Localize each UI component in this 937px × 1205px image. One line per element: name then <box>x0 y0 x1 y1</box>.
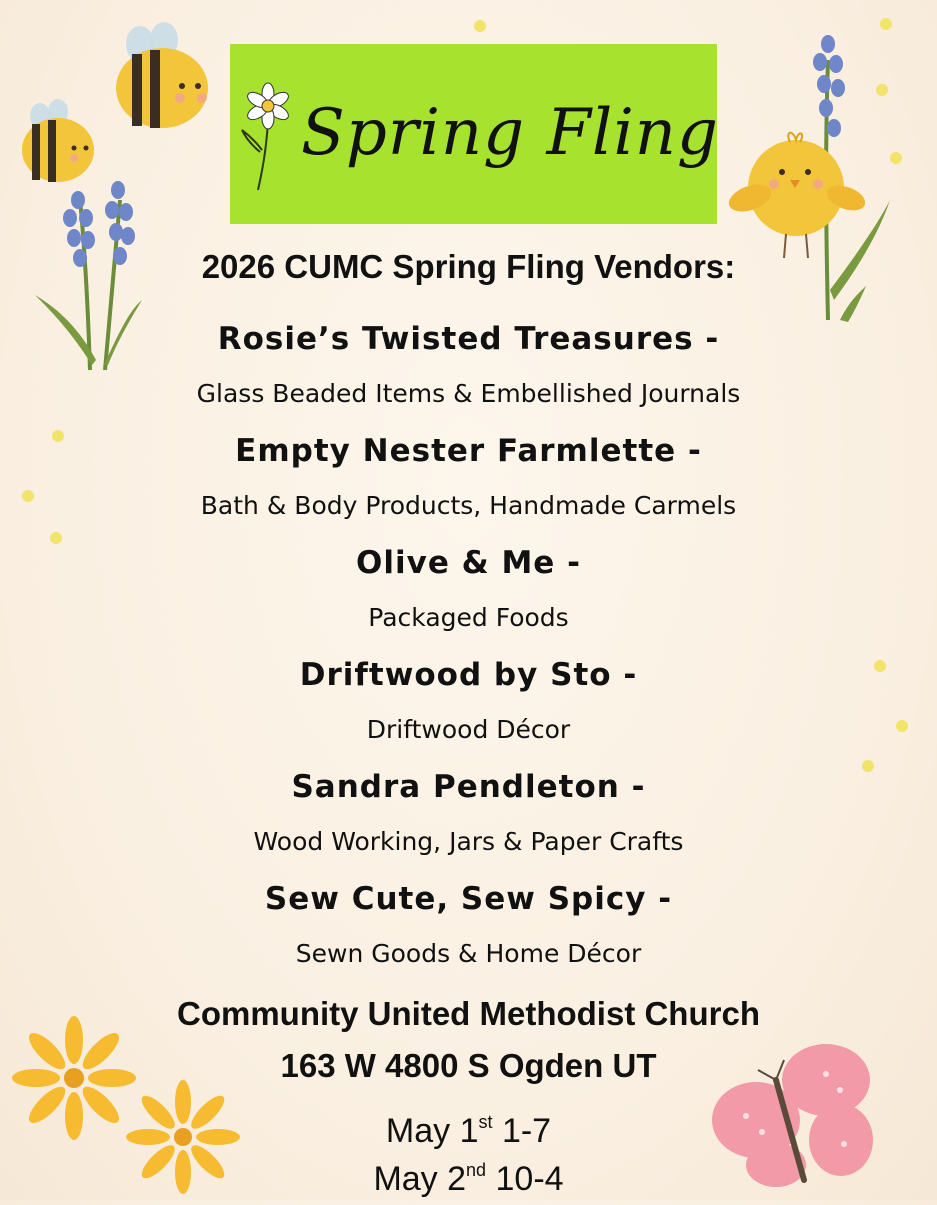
vendor-desc: Glass Beaded Items & Embellished Journals <box>196 379 741 408</box>
date-month: May 1 <box>385 1112 479 1150</box>
vendor-name: Empty Nester Farmlette - <box>235 433 702 469</box>
decor-dot <box>474 20 486 32</box>
sunflower-icon <box>128 1082 238 1192</box>
church-name: Community United Methodist Church <box>177 995 760 1032</box>
vendor-name: Driftwood by Sto - <box>299 657 638 693</box>
vendor-desc: Driftwood Décor <box>366 715 571 744</box>
bee-icon <box>18 100 98 190</box>
vendor-name: Sandra Pendleton - <box>291 769 646 805</box>
vendor-desc: Packaged Foods <box>368 603 569 632</box>
church-address: 163 W 4800 S Ogden UT <box>280 1047 657 1084</box>
date-suffix: st <box>478 1112 493 1132</box>
sunflower-icon <box>14 1018 134 1138</box>
vendor-desc: Wood Working, Jars & Paper Crafts <box>253 827 684 856</box>
vendors-heading: 2026 CUMC Spring Fling Vendors: <box>201 248 736 285</box>
vendor-name: Rosie’s Twisted Treasures - <box>217 321 720 357</box>
date-suffix: nd <box>466 1160 487 1180</box>
vendor-name: Olive & Me - <box>356 545 581 581</box>
vendor-name: Sew Cute, Sew Spicy - <box>264 881 673 917</box>
date-hours: 1-7 <box>492 1112 552 1150</box>
date-month: May 2 <box>373 1160 467 1198</box>
daisy-icon <box>238 82 298 192</box>
butterfly-icon <box>706 1040 876 1190</box>
bee-icon <box>110 24 220 134</box>
banner-title: Spring Fling <box>301 96 719 170</box>
vendor-desc: Bath & Body Products, Handmade Carmels <box>200 491 737 520</box>
decor-dot <box>880 18 892 30</box>
vendor-desc: Sewn Goods & Home Décor <box>295 939 642 968</box>
date-hours: 10-4 <box>486 1160 564 1198</box>
